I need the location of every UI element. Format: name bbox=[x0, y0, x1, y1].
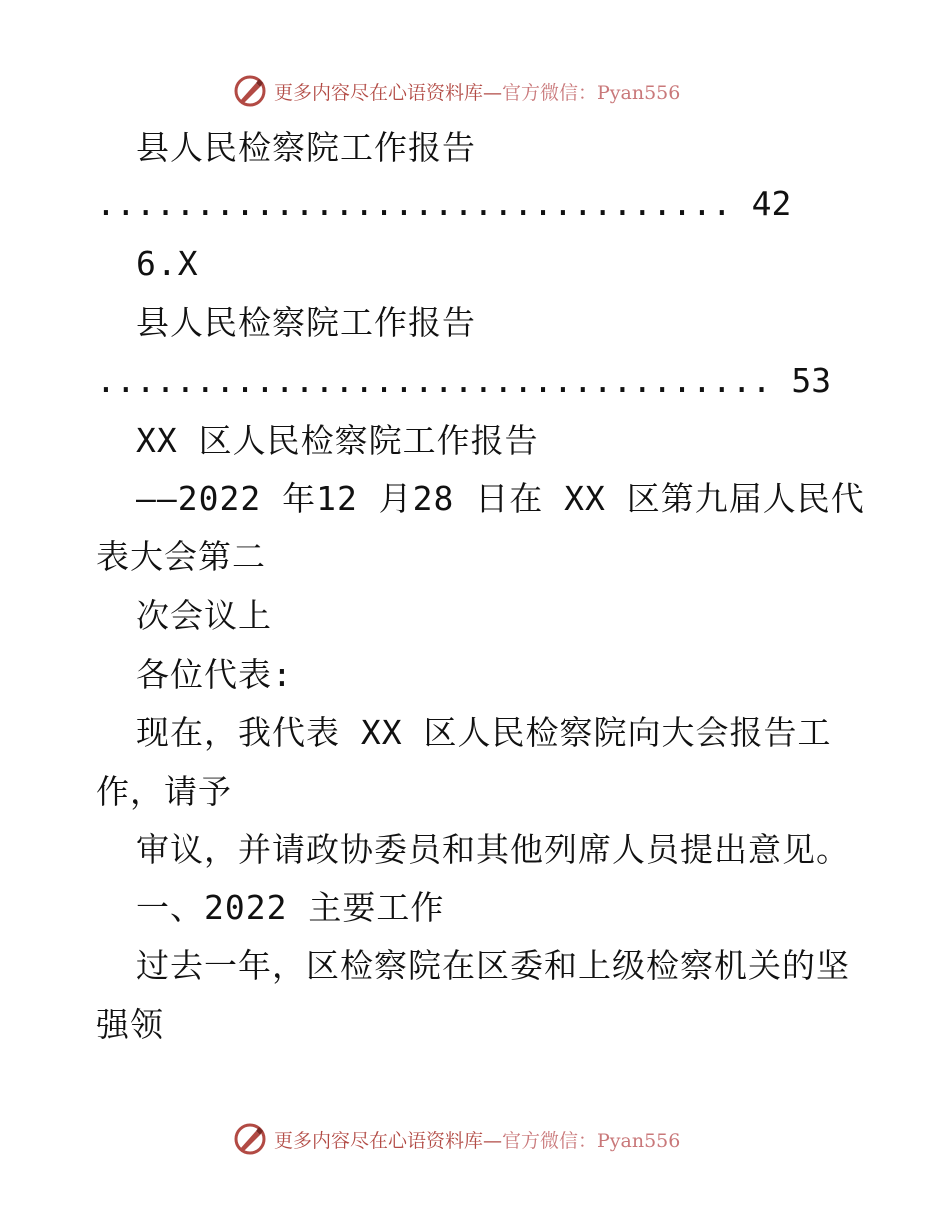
watermark-wechat: 官方微信：Pyan556 bbox=[502, 81, 681, 104]
watermark-text: 更多内容尽在心语资料库— bbox=[274, 1129, 503, 1152]
paragraph-1-line-2: 作，请予 bbox=[96, 772, 232, 811]
watermark-footer bbox=[232, 1119, 752, 1159]
report-title: XX 区人民检察院工作报告 bbox=[136, 421, 539, 460]
toc-entry-title-6: 县人民检察院工作报告 bbox=[136, 303, 476, 342]
toc-entry-title-5: 县人民检察院工作报告 bbox=[136, 128, 476, 167]
watermark-wechat: 官方微信：Pyan556 bbox=[502, 1129, 681, 1152]
toc-leader-page-53: .................................. 53 bbox=[96, 361, 832, 400]
watermark-header bbox=[232, 71, 752, 111]
paragraph-3-line-2: 强领 bbox=[96, 1005, 164, 1044]
section-heading-1: 一、2022 主要工作 bbox=[136, 888, 445, 927]
salutation: 各位代表: bbox=[136, 655, 293, 694]
pen-logo-icon bbox=[232, 1121, 268, 1157]
report-subtitle-line-1: ——2022 年12 月28 日在 XX 区第九届人民代 bbox=[136, 479, 865, 518]
paragraph-2: 审议，并请政协委员和其他列席人员提出意见。 bbox=[136, 830, 850, 869]
pen-logo-icon bbox=[232, 73, 268, 109]
report-subtitle-line-2: 表大会第二 bbox=[96, 537, 266, 576]
report-subtitle-line-3: 次会议上 bbox=[136, 596, 272, 635]
paragraph-1-line-1: 现在，我代表 XX 区人民检察院向大会报告工 bbox=[136, 713, 832, 752]
paragraph-3-line-1: 过去一年，区检察院在区委和上级检察机关的坚 bbox=[136, 946, 850, 985]
watermark-text: 更多内容尽在心语资料库— bbox=[274, 81, 503, 104]
toc-leader-page-42: ................................ 42 bbox=[96, 184, 792, 223]
toc-entry-number-6: 6.X bbox=[136, 244, 199, 283]
